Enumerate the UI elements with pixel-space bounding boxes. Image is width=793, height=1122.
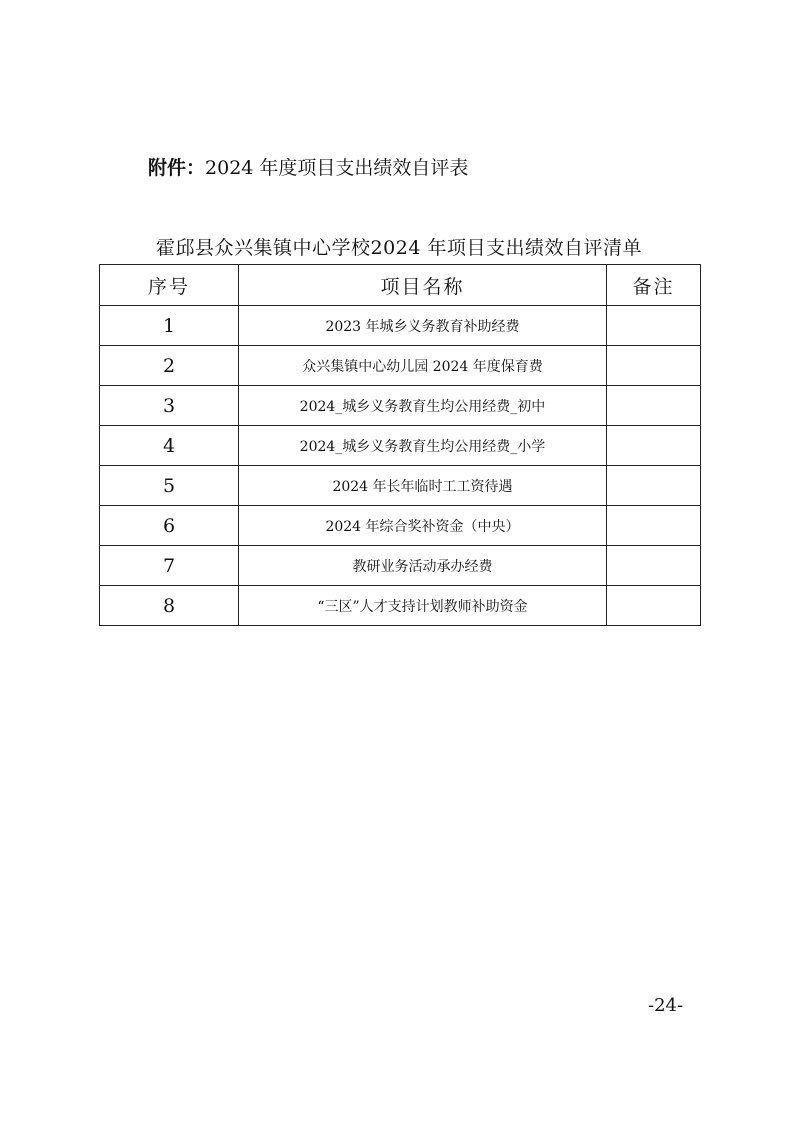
row-serial-number: 3: [100, 386, 239, 426]
table-row: [100, 386, 701, 426]
row-serial-number: 6: [100, 506, 239, 546]
header-serial-number: 序号: [100, 265, 239, 306]
row-project-name: 2024_城乡义务教育生均公用经费_小学: [239, 426, 607, 466]
row-remarks: [607, 426, 701, 466]
row-project-name: 众兴集镇中心幼儿园 2024 年度保育费: [239, 346, 607, 386]
row-project-name: 教研业务活动承办经费: [239, 546, 607, 586]
table-row: [100, 586, 701, 626]
row-remarks: [607, 306, 701, 346]
row-project-name: “三区”人才支持计划教师补助资金: [239, 586, 607, 626]
row-serial-number: 4: [100, 426, 239, 466]
row-project-name: 2024 年综合奖补资金（中央）: [239, 506, 607, 546]
row-remarks: [607, 586, 701, 626]
row-serial-number: 2: [100, 346, 239, 386]
table-row: [100, 466, 701, 506]
table-title: 霍邱县众兴集镇中心学校2024 年项目支出绩效自评清单: [156, 237, 642, 259]
row-project-name: 2024_城乡义务教育生均公用经费_初中: [239, 386, 607, 426]
row-serial-number: 5: [100, 466, 239, 506]
table-row: [100, 506, 701, 546]
row-remarks: [607, 546, 701, 586]
attachment-heading: [148, 153, 468, 180]
header-project-name: 项目名称: [239, 265, 607, 306]
row-serial-number: 1: [100, 306, 239, 346]
page-number: -24-: [648, 995, 684, 1016]
row-project-name: 2023 年城乡义务教育补助经费: [239, 306, 607, 346]
table-row: [100, 346, 701, 386]
table-row: [100, 306, 701, 346]
table-header-row: [100, 265, 701, 306]
row-remarks: [607, 386, 701, 426]
row-serial-number: 7: [100, 546, 239, 586]
header-remarks: 备注: [607, 265, 701, 306]
attachment-text: 2024 年度项目支出绩效自评表: [205, 157, 469, 179]
row-remarks: [607, 466, 701, 506]
row-serial-number: 8: [100, 586, 239, 626]
table-row: [100, 426, 701, 466]
table-row: [100, 546, 701, 586]
project-list-table: [99, 264, 701, 626]
attachment-label: 附件：: [148, 157, 206, 179]
row-remarks: [607, 506, 701, 546]
row-remarks: [607, 346, 701, 386]
row-project-name: 2024 年长年临时工工资待遇: [239, 466, 607, 506]
